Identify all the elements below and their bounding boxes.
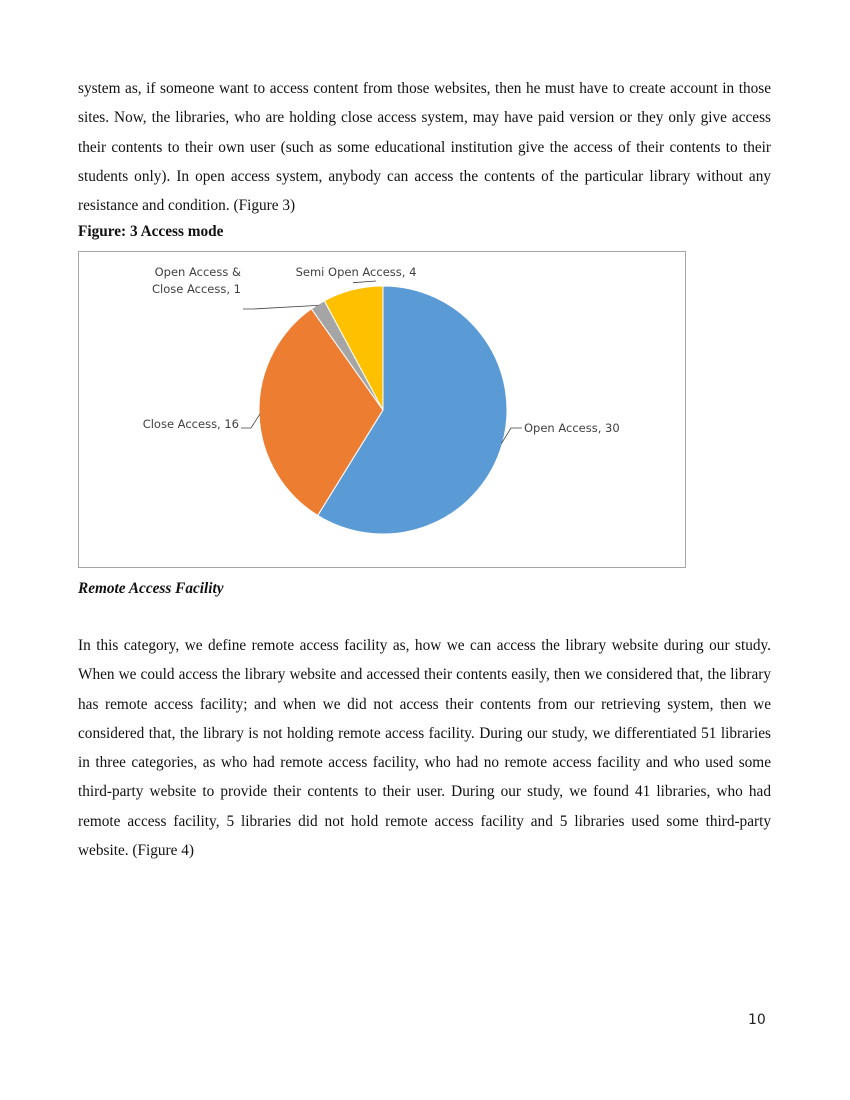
leader-line-close-access	[241, 414, 260, 428]
pie-chart	[78, 251, 686, 568]
leader-line-open-access-close-access	[243, 305, 318, 309]
data-label-close-access: Close Access, 16	[142, 417, 239, 431]
data-label-open-access-close-access: Open Access & Close Access, 1	[152, 265, 241, 296]
pie-chart-svg	[79, 252, 687, 569]
leader-line-semi-open-access	[353, 281, 376, 283]
page-number: 10	[748, 1012, 766, 1028]
data-label-open-access: Open Access, 30	[524, 421, 620, 435]
figure-caption: Figure: 3 Access mode	[78, 223, 224, 240]
body-paragraph: system as, if someone want to access content from those websites, then he must have to create account in those sites. Now, the libraries, who are holding close access system, may have paid version or they only give access their contents to their own user (such as some educational institution give the access of their contents to their students only). In open access system, anybody can access the contents of the particular library without any resistance and condition. (Figure 3)	[78, 80, 771, 215]
data-label-semi-open-access: Semi Open Access, 4	[295, 265, 417, 279]
section-heading: Remote Access Facility	[78, 580, 224, 597]
body-paragraph: In this category, we define remote access facility as, how we can access the library website during our study. When we could access the library website and accessed their contents easily, then we considered that, the library has remote access facility; and when we did not access their contents from our retrieving system, then we considered that, the library is not holding remote access facility. During our study, we differentiated 51 libraries in three categories, as who had remote access facility, who had no remote access facility and who used some third-party website to provide their contents to their user. During our study, we found 41 libraries, who had remote access facility, 5 libraries did not hold remote access facility and 5 libraries used some third-party website. (Figure 4)	[78, 637, 771, 860]
